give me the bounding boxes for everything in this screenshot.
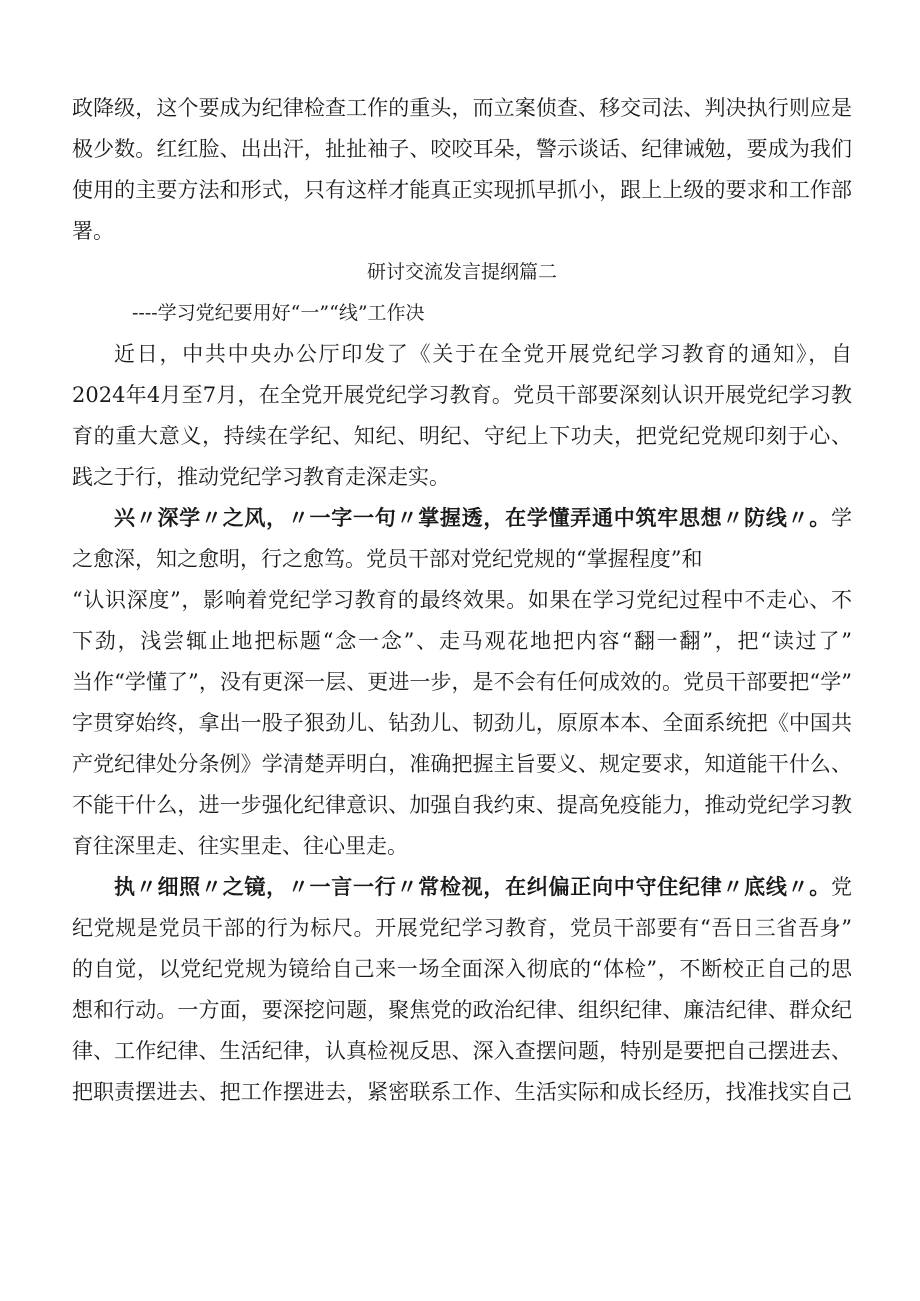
paragraph-heading-line [72, 867, 852, 908]
paragraph-heading: 执〃细照〃之镜，〃一言一行〃常检视，在纠偏正向中守住纪律〃底线〃。 [114, 875, 831, 899]
paragraph-line: 产党纪律处分条例》学清楚弄明白，准确把握主旨要义、规定要求，知道能干什么、 [72, 752, 852, 776]
paragraph-line: 当作“学懂了”，没有更深一层、更进一步，是不会有任何成效的。党员干部要把“学” [72, 670, 852, 694]
paragraph-line: 近日，中共中央办公厅印发了《关于在全党开展党纪学习教育的通知》，自 [114, 342, 852, 366]
paragraph-line: 践之于行，推动党纪学习教育走深走实。 [72, 465, 450, 489]
intro-line: 使用的主要方法和形式，只有这样才能真正实现抓早抓小，跟上上级的要求和工作部 [72, 178, 852, 202]
paragraph-line: 字贯穿始终，拿出一股子狠劲儿、钻劲儿、韧劲儿，原原本本、全面系统把《中国共 [72, 711, 852, 735]
paragraph-line: 纪党规是党员干部的行为标尺。开展党纪学习教育，党员干部要有“吾日三省吾身” [72, 916, 852, 940]
paragraph-line: 下劲，浅尝辄止地把标题“念一念”、走马观花地把内容“翻一翻”，把“读过了” [72, 629, 852, 653]
paragraph-line: 的自觉，以党纪党规为镜给自己来一场全面深入彻底的“体检”，不断校正自己的思 [72, 957, 852, 981]
paragraph-text: 学 [831, 506, 852, 530]
document-page [72, 88, 852, 1113]
paragraph-line: “认识深度”，影响着党纪学习教育的最终效果。如果在学习党纪过程中不走心、不 [72, 588, 852, 612]
paragraph-line: 不能干什么，进一步强化纪律意识、加强自我约束、提高免疫能力，推动党纪学习教 [72, 793, 852, 817]
section-subtitle: ----学习党纪要用好“一”“线”工作决 [132, 302, 425, 324]
paragraph-line: 育往深里走、往实里走、往心里走。 [72, 834, 408, 858]
section-title: 研讨交流发言提纲篇二 [366, 261, 557, 283]
intro-line: 政降级，这个要成为纪律检查工作的重头，而立案侦查、移交司法、判决执行则应是 [72, 96, 852, 120]
intro-line: 极少数。红红脸、出出汗，扯扯袖子、咬咬耳朵，警示谈话、纪律诫勉，要成为我们 [72, 137, 852, 161]
paragraph-line: 把职责摆进去、把工作摆进去，紧密联系工作、生活实际和成长经历，找准找实自己 [72, 1080, 852, 1104]
paragraph-text: 党 [831, 875, 852, 899]
paragraph-line: 律、工作纪律、生活纪律，认真检视反思、深入查摆问题，特别是要把自己摆进去、 [72, 1039, 852, 1063]
paragraph-line: 2024年4月至7月，在全党开展党纪学习教育。党员干部要深刻认识开展党纪学习教 [72, 383, 852, 407]
paragraph-line: 育的重大意义，持续在学纪、知纪、明纪、守纪上下功夫，把党纪党规印刻于心、 [72, 424, 852, 448]
paragraph-heading-line [72, 498, 852, 539]
paragraph-line: 之愈深，知之愈明，行之愈笃。党员干部对党纪党规的“掌握程度”和 [72, 547, 703, 571]
intro-line: 署。 [72, 219, 114, 243]
paragraph-heading: 兴〃深学〃之风，〃一字一句〃掌握透，在学懂弄通中筑牢思想〃防线〃。 [114, 506, 831, 530]
paragraph-line: 想和行动。一方面，要深挖问题，聚焦党的政治纪律、组织纪律、廉洁纪律、群众纪 [72, 998, 852, 1022]
